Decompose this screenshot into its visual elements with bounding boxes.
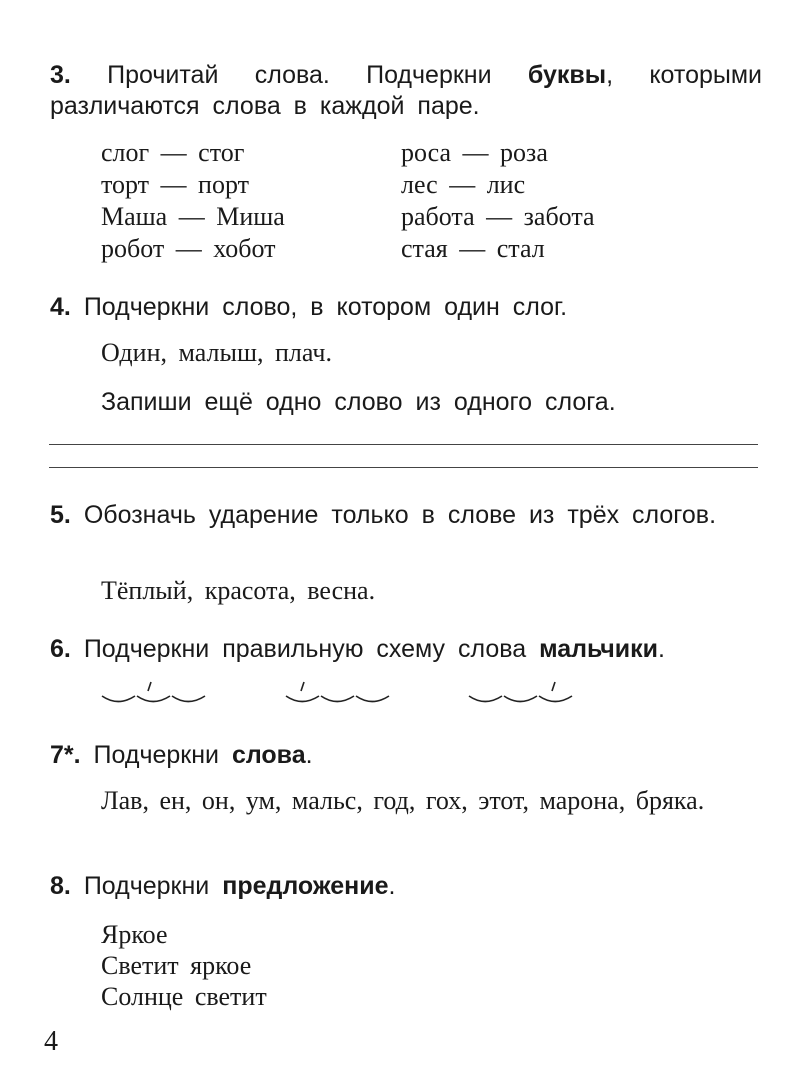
task-3-instruction: [50, 60, 762, 122]
word-pair: работа — забота: [401, 202, 595, 231]
word-pair: робот — хобот: [101, 234, 276, 263]
word-pair: слог — стог: [101, 138, 245, 167]
task-3-pairs-right: [401, 137, 595, 265]
task-3-number: 3.: [50, 61, 71, 89]
word-pair: лес — лис: [401, 170, 526, 199]
task-5-words: Тёплый, красота, весна.: [101, 576, 376, 605]
page-number: 4: [44, 1026, 58, 1057]
task-7-words: Лав, ен, он, ум, мальс, год, гох, этот, марона, бряка.: [101, 786, 705, 815]
task-3-text-pre: Прочитай слова. Подчеркни: [107, 61, 528, 89]
answer-line-2[interactable]: [49, 467, 758, 468]
task-3-text-post: , которыми различаются слова в каждой паре.: [50, 61, 763, 120]
syllable-schema-1[interactable]: [100, 678, 215, 708]
task-3-text-bold: буквы: [527, 61, 607, 89]
task-6-number: 6.: [50, 635, 71, 663]
task-8-options: [101, 919, 267, 1012]
word-pair: Маша — Миша: [101, 202, 285, 231]
task-4-text: Подчеркни слово, в котором один слог.: [83, 293, 568, 321]
sentence-option[interactable]: Светит яркое: [101, 951, 252, 980]
word-pair: стая — стал: [401, 234, 545, 263]
sentence-option[interactable]: Солнце светит: [101, 982, 267, 1011]
task-4-instruction-2: Запиши ещё одно слово из одного слога.: [101, 388, 616, 416]
task-4-instruction: [50, 292, 567, 323]
task-8-text-pre: Подчеркни: [83, 872, 223, 900]
task-6-text-bold: мальчики: [539, 635, 658, 663]
word-pair: роса — роза: [401, 138, 548, 167]
task-6-text-pre: Подчеркни правильную схему слова: [83, 635, 540, 663]
task-8-text-post: .: [388, 872, 396, 900]
syllable-schema-2[interactable]: [284, 678, 399, 708]
task-6-text-post: .: [657, 635, 665, 663]
task-5-text: Обозначь ударение только в слове из трёх слогов.: [83, 501, 717, 529]
syllable-schema-3[interactable]: [467, 678, 582, 708]
answer-line-1[interactable]: [49, 444, 758, 445]
task-5-number: 5.: [50, 501, 71, 529]
task-7-number: 7*.: [50, 741, 81, 769]
task-8-instruction: [50, 871, 395, 902]
task-4-number: 4.: [50, 293, 71, 321]
task-8-number: 8.: [50, 872, 71, 900]
sentence-option[interactable]: Яркое: [101, 920, 168, 949]
word-pair: торт — порт: [101, 170, 249, 199]
task-4-words: Один, малыш, плач.: [101, 338, 332, 367]
task-6-instruction: [50, 634, 665, 665]
task-8-text-bold: предложение: [222, 872, 389, 900]
task-7-text-pre: Подчеркни: [93, 741, 232, 769]
task-7-text-bold: слова: [231, 741, 306, 769]
task-7-text-post: .: [305, 741, 313, 769]
task-5-instruction: [50, 500, 762, 531]
task-7-instruction: [50, 740, 313, 771]
task-3-pairs-left: [101, 137, 285, 265]
